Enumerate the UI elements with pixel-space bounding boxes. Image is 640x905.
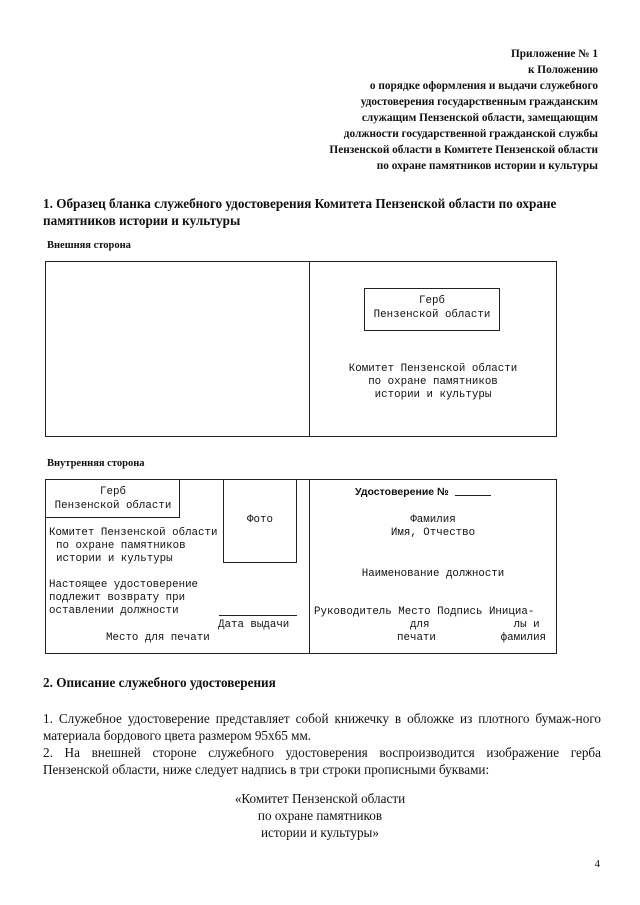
description-paragraph-2: 2. На внешней стороне служебного удостоверения воспроизводится изображение герба Пензенской области, ниже следует надпись в три строки прописными буквами: (43, 745, 601, 777)
quote-line2: по охране памятников (257, 808, 383, 823)
outer-committee-line2: по охране памятников (368, 376, 498, 388)
appendix-line: должности государственной гражданской службы (343, 128, 598, 140)
appendix-line: по охране памятников истории и культуры (376, 160, 598, 172)
seal-place-label: Место для печати (106, 632, 210, 644)
section2-heading: 2. Описание служебного удостоверения (43, 675, 276, 690)
photo-label: Фото (247, 514, 273, 526)
signature-row2: для лы и (410, 619, 540, 631)
return-line2: подлежит возврату при (49, 592, 186, 604)
appendix-line: удостоверения государственным гражданским (360, 96, 598, 108)
issue-date-underline (219, 615, 297, 616)
inner-committee-line2: по охране памятников (56, 540, 186, 552)
section1-heading: 1. Образец бланка служебного удостоверения Комитета Пензенской области по охране памятников истории и культуры (43, 196, 557, 228)
inner-side-label: Внутренняя сторона (47, 458, 145, 469)
appendix-header (258, 46, 598, 174)
inscription-quote (0, 790, 640, 841)
inner-committee-line3: истории и культуры (56, 553, 173, 565)
outer-fold-line (309, 261, 310, 437)
description-paragraph-1: 1. Служебное удостоверение представляет собой книжечку в обложке из плотного бумаж-ного материала бордового цвета размером 95х65 мм. (43, 711, 601, 743)
appendix-line: Приложение № 1 (510, 48, 598, 60)
inner-fold-line (309, 479, 310, 654)
outer-side-label: Внешняя сторона (47, 240, 131, 251)
issue-date-label: Дата выдачи (218, 619, 290, 631)
quote-line1: «Комитет Пензенской области (234, 791, 406, 806)
appendix-line: о порядке оформления и выдачи служебного (369, 80, 598, 92)
outer-coat-line2: Пензенской области (373, 309, 491, 321)
return-line1: Настоящее удостоверение (49, 579, 199, 591)
outer-coat-line1: Герб (419, 295, 445, 307)
certificate-title (355, 486, 491, 498)
page-number: 4 (594, 858, 600, 870)
signature-row3: печати фамилия (397, 632, 547, 644)
surname-label: Фамилия (410, 514, 456, 526)
quote-line3: истории и культуры» (260, 825, 379, 840)
outer-committee-line1: Комитет Пензенской области (348, 363, 518, 375)
certificate-title-text: Удостоверение № (355, 486, 449, 498)
inner-committee-line1: Комитет Пензенской области (49, 527, 218, 539)
appendix-line: служащим Пензенской области, замещающим (361, 112, 598, 124)
name-label: Имя, Отчество (390, 527, 476, 539)
inner-coat-line1: Герб (100, 486, 126, 498)
position-label: Наименование должности (361, 568, 505, 580)
outer-committee-line3: истории и культуры (374, 389, 492, 401)
appendix-line: к Положению (527, 64, 598, 76)
certificate-number-underline (455, 495, 491, 496)
signature-row1: Руководитель Место Подпись Инициа- (314, 606, 535, 618)
appendix-line: Пензенской области в Комитете Пензенской области (329, 144, 598, 156)
inner-coat-line2: Пензенской области (54, 500, 172, 512)
return-line3: оставлении должности (49, 605, 179, 617)
